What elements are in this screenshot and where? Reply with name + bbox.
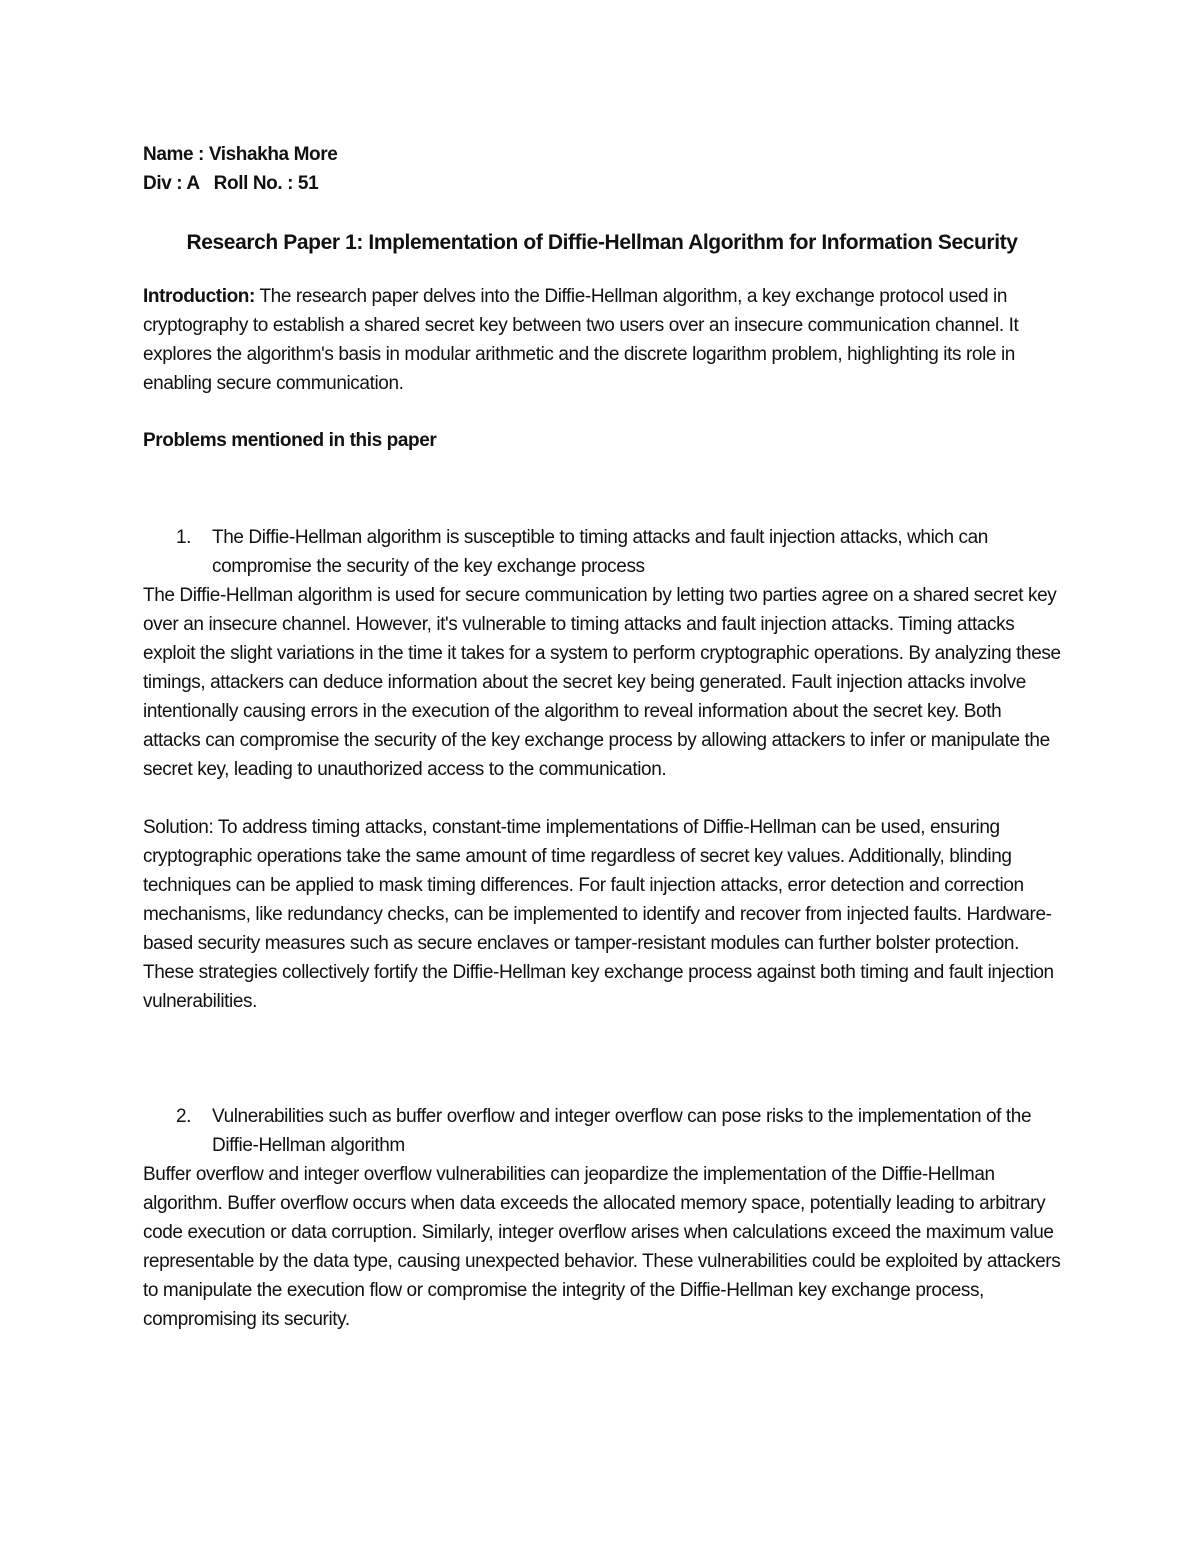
problems-heading: Problems mentioned in this paper [143,430,437,451]
problem-1-title: The Diffie-Hellman algorithm is susceptible to timing attacks and fault injection attacks, which can compromise the security of the key exchange process [212,527,988,577]
problem-1-number: 1. [176,527,192,548]
paper-title: Research Paper 1: Implementation of Diffie-Hellman Algorithm for Information Security [186,231,1018,254]
roll-label: Roll No. : 51 [213,173,319,194]
student-div-roll [143,169,1061,198]
problem-1-description: The Diffie-Hellman algorithm is used for secure communication by letting two parties agree on a shared secret key over an insecure channel. However, it's vulnerable to timing attacks and fault injection attacks. Timing attacks exploit the slight variations in the time it takes for a system to perform cryptographic operations. By analyzing these timings, attackers can deduce information about the secret key being generated. Fault injection attacks involve intentionally causing errors in the execution of the algorithm to reveal information about the secret key. Both attacks can compromise the security of the key exchange process by allowing attackers to infer or manipulate the secret key, leading to unauthorized access to the communication. [143,585,1061,780]
problem-2-number: 2. [176,1106,192,1127]
problem-2 [143,1102,1061,1160]
div-label: Div : A [143,173,200,194]
introduction-text: The research paper delves into the Diffie-Hellman algorithm, a key exchange protocol used in cryptography to establish a shared secret key between two users over an insecure communication channel. It explores the algorithm's basis in modular arithmetic and the discrete logarithm problem, highlighting its role in enabling secure communication. [143,286,1019,394]
student-name: Name : Vishakha More [143,144,338,165]
problem-1-solution: Solution: To address timing attacks, constant-time implementations of Diffie-Hellman can be used, ensuring cryptographic operations take the same amount of time regardless of secret key values. Additionally, blinding techniques can be applied to mask timing differences. For fault injection attacks, error detection and correction mechanisms, like redundancy checks, can be implemented to identify and recover from injected faults. Hardware-based security measures such as secure enclaves or tamper-resistant modules can further bolster protection. These strategies collectively fortify the Diffie-Hellman key exchange process against both timing and fault injection vulnerabilities. [143,817,1054,1012]
problem-1 [143,523,1061,581]
document-page [143,140,1061,483]
problem-2-title: Vulnerabilities such as buffer overflow and integer overflow can pose risks to the implementation of the Diffie-Hellman algorithm [212,1106,1032,1156]
introduction-paragraph [143,282,1061,398]
problem-2-description: Buffer overflow and integer overflow vulnerabilities can jeopardize the implementation of the Diffie-Hellman algorithm. Buffer overflow occurs when data exceeds the allocated memory space, potentially leading to arbitrary code execution or data corruption. Similarly, integer overflow arises when calculations exceed the maximum value representable by the data type, causing unexpected behavior. These vulnerabilities could be exploited by attackers to manipulate the execution flow or compromise the integrity of the Diffie-Hellman key exchange process, compromising its security. [143,1164,1061,1330]
problems-body [143,523,1061,1334]
introduction-label: Introduction: [143,286,255,307]
